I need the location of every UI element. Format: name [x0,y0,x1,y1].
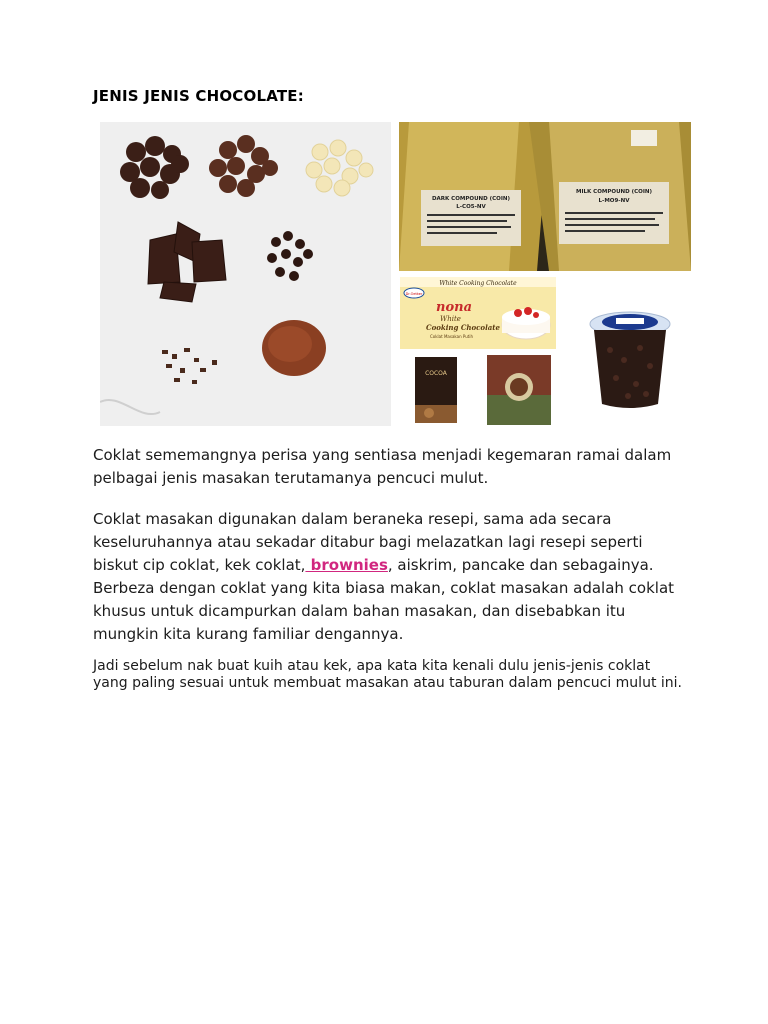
dr-oetker-logo: Dr.Oetker [405,292,423,296]
paragraph-1: Coklat sememangnya perisa yang sentiasa menjadi kegemaran ramai dalam pelbagai jenis masakan terutamanya pencuci mulut. [93,446,672,487]
brownies-link[interactable]: brownies [305,556,388,574]
compound-coin-bags-photo [399,122,691,271]
chocolate-pack-photo [487,355,551,425]
bag-right-label: MILK COMPOUND (COIN) [575,189,653,195]
banner-line-2: Cooking Chocolate [426,323,500,332]
banner-top-text: White Cooking Chocolate [439,280,517,287]
bag-left-label: DARK COMPOUND (COIN) [431,196,511,202]
banner-line-3: Coklat Masakan Putih [430,334,473,339]
cocoa-box-photo [411,355,461,425]
chocolate-tub-photo [580,300,680,412]
bag-right-code: L-MO9-NV [598,198,630,204]
paragraph-2 [93,508,683,646]
box1-label: COCOA [425,370,447,377]
banner-line-1: White [440,315,461,323]
white-cooking-chocolate-pack-photo [400,277,556,349]
chocolate-types-photo [100,122,391,426]
paragraph-2-text-after: , aiskrim, pancake dan sebagainya. Berbeza dengan coklat yang kita biasa makan, coklat masakan adalah coklat khusus untuk dicampurkan dalam bahan masakan, dan disebabkan itu mungkin kita kurang familiar dengannya. [93,556,675,643]
nona-logo: nona [436,300,472,315]
bag-left-code: L-CO5-NV [456,204,486,210]
paragraph-3: Jadi sebelum nak buat kuih atau kek, apa kata kita kenali dulu jenis-jenis coklat yang paling sesuai untuk membuat masakan atau taburan dalam pencuci mulut ini. [93,658,682,691]
paragraph-2-text-before: Coklat masakan digunakan dalam beraneka resepi, sama ada secara keseluruhannya atau sekadar ditabur bagi melazatkan lagi resepi seperti biskut cip coklat, kek coklat, [93,510,643,574]
page-title: JENIS JENIS CHOCOLATE: [93,87,304,105]
